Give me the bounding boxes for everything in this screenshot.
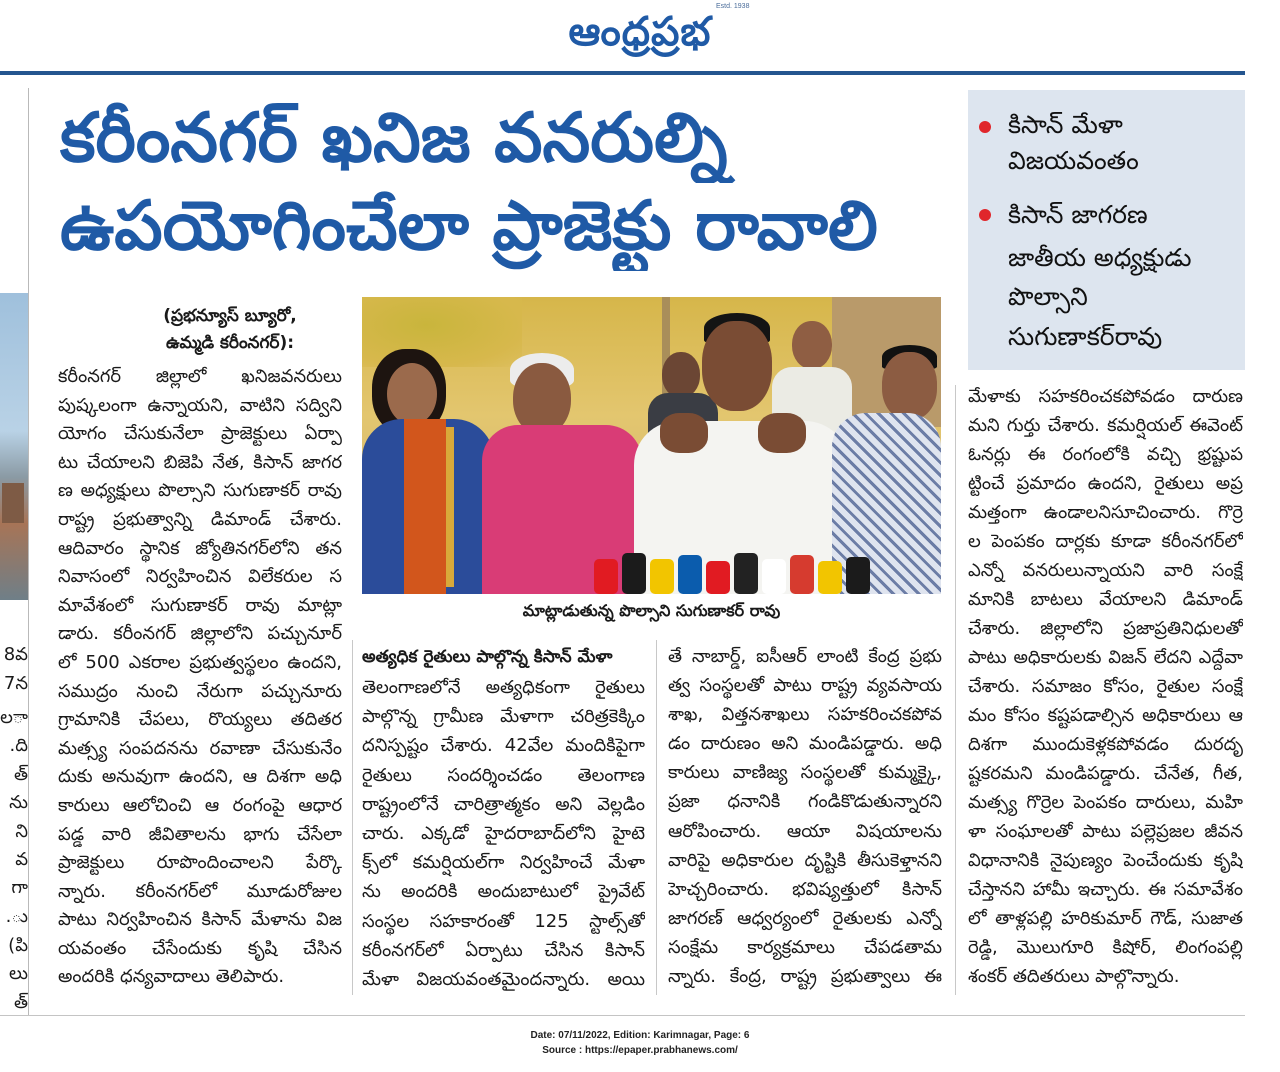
body-line: శంకర్ తదితరులు పాల్గొన్నారు.: [968, 966, 1180, 987]
highlight-line: విజయవంతం: [1008, 146, 1139, 175]
body-line: పాల్గొన్న గ్రామీణ మేళాగా చరిత్రకెక్కిం: [362, 706, 645, 728]
body-line: ట్టించే ప్రమాదం ఉందని, రైతులు అప్ర: [968, 473, 1243, 494]
body-line: సముద్రం నుంచి నేరుగా పచ్చునూరు: [58, 680, 342, 702]
article-column-2: [362, 673, 645, 994]
body-line: తే నాబార్డ్, ఐసీఆర్ లాంటి కేంద్ర ప్రభు: [668, 646, 942, 667]
article-column-3: [668, 642, 942, 991]
highlight-line: సుగుణాకర్‌రావు: [1008, 322, 1163, 351]
body-line: మేళాకు సహకరించకపోవడం దారుణ: [968, 386, 1243, 407]
body-line: త్వ సంస్థలతో పాటు రాష్ట్ర వ్యవసాయ: [668, 675, 942, 697]
saree-gold-border: [446, 427, 454, 587]
person-face: [387, 363, 437, 425]
body-line: దుకు అనువుగా ఉందని, ఆ దిశగా అధి: [58, 766, 342, 788]
body-line: విధానానికి నైపుణ్యం పెంచేందుకు కృషి: [968, 850, 1243, 871]
body-line: మావేశంలో సుగుణాకర్ రావు మాట్లా: [58, 594, 342, 616]
press-meet-photo: [362, 297, 941, 594]
newspaper-logo: ఆంధ్రప్రభ: [568, 8, 712, 55]
highlights-box: [968, 90, 1245, 370]
highlight-line: కిసాన్ జాగరణ: [1008, 200, 1148, 229]
body-line: చారు. ఎక్కడో హైదరాబాద్‌లోని హైటె: [362, 822, 645, 844]
person-face: [792, 321, 832, 369]
microphone-icon: [678, 555, 702, 594]
body-line: సంక్షేమ కార్యక్రమాలు చేపడతామ: [668, 936, 942, 958]
dateline-line: (ప్రభన్యూస్ బ్యూరో,: [163, 306, 297, 326]
body-line: ప్రాజెక్టులు రూపొందించాలని పేర్కొ: [58, 852, 342, 874]
body-line: రెడ్డి, మొలుగూరి కిషోర్, లింగంపల్లి: [968, 937, 1243, 958]
body-line: రైతులు సందర్శించడం తెలంగాణ: [362, 764, 645, 786]
body-line: మని గుర్తు చేశారు. కమర్షియల్ ఈవెంట్: [968, 415, 1243, 436]
body-line: కారులు ఆలోచించి ఆ రంగంపై ఆధార: [58, 794, 342, 816]
microphone-icon: [790, 555, 814, 594]
microphone-icon: [818, 561, 842, 594]
body-line: ప్రజా ధనానికి గండికొడుతున్నారని: [668, 791, 942, 813]
body-line: న్నారు. కరీంనగర్‌లో మూడురోజుల: [58, 880, 342, 902]
body-line: ఆరోపించారు. ఆయా విషయాలను: [668, 820, 942, 842]
column-rule: [352, 640, 353, 995]
body-line: డారు. కరీంనగర్ జిల్లాలోని పచ్చునూర్: [58, 623, 342, 645]
body-line: నివాసంలో నిర్వహించిన విలేకరుల స: [58, 566, 342, 588]
headline-line: ఉపయోగించేలా ప్రాజెక్టు రావాలి: [60, 187, 878, 266]
body-line: లో తాళ్లపల్లి హరికుమార్ గౌడ్, సుజాత: [968, 908, 1243, 929]
article-column-4: [968, 382, 1243, 991]
body-line: టు చేయాలని బిజెపి నేత, కిసాన్ జాగర: [58, 451, 342, 473]
body-line: ల పెంపకం దార్లకు కూడా కరీంనగర్‌లో: [968, 531, 1243, 552]
saree-border: [404, 419, 446, 594]
body-line: డం దారుణం అని మండిపడ్డారు. అధి: [668, 733, 942, 755]
body-line: లో 500 ఎకరాల ప్రభుత్వస్థలం ఉందని,: [58, 651, 342, 673]
body-line: ఎన్నో వనరులున్నాయని వారి సంక్షే: [968, 560, 1243, 581]
microphone-icon: [734, 553, 758, 594]
body-line: మత్తంగా ఉండాలనిసూచించారు. గొర్రె: [968, 502, 1243, 523]
body-line: యవంతం చేసేందుకు కృషి చేసిన: [58, 937, 342, 959]
subheading: అత్యధిక రైతులు పాల్గొన్న కిసాన్ మేళా: [362, 647, 613, 667]
body-line: కారులు వాణిజ్య సంస్థలతో కుమ్మక్కై,: [668, 762, 942, 784]
dateline-line: ఉమ్మడి కరీంనగర్):: [165, 333, 295, 353]
adjacent-text-fragment: ని: [15, 821, 28, 842]
adjacent-text-fragment: లు: [9, 963, 28, 984]
adjacent-text-fragment: ాల: [0, 707, 28, 728]
adjacent-text-fragment: ది.: [9, 735, 28, 756]
microphone-icon: [706, 561, 730, 594]
person-face: [662, 352, 700, 398]
epaper-footer: [0, 1028, 1280, 1058]
body-line: జాగరణ్ ఆధ్వర్యంలో రైతులకు ఎన్నో: [668, 907, 942, 929]
body-line: న్నారు. కేంద్ర, రాష్ట్ర ప్రభుత్వాలు ఈ: [668, 966, 942, 988]
body-line: రాష్ట్ర ప్రభుత్వాన్ని డిమాండ్ చేశారు.: [58, 508, 342, 530]
column-rule: [656, 640, 657, 995]
established-note: Estd. 1938: [716, 3, 750, 10]
masthead: [0, 0, 1280, 70]
body-line: సంస్థల సహకారంతో 125 స్టాల్స్‌తో: [362, 910, 645, 932]
body-line: ను అందరికి అందుబాటులో ప్రైవేట్: [362, 881, 645, 903]
masthead-rule: [0, 71, 1245, 75]
adjacent-article-photo: [0, 293, 28, 600]
column-rule: [955, 385, 956, 995]
speaker-face: [702, 321, 772, 411]
body-line: కరీంనగర్ జిల్లాలో ఖనిజవనరులు: [58, 366, 342, 387]
person-face: [882, 352, 937, 420]
body-line: తెలంగాణలోనే అత్యధికంగా రైతులు: [362, 677, 645, 698]
bullet-dot-icon: [979, 209, 991, 221]
body-line: మం కోసం కష్టపడాల్సిన అధికారులు ఆ: [968, 705, 1243, 726]
adjacent-text-fragment: త్: [13, 992, 28, 1013]
adjacent-text-fragment: వ: [15, 849, 28, 870]
clip-bottom-rule: [0, 1015, 1245, 1016]
body-line: చేస్తానని హామీ ఇచ్చారు. ఈ సమావేశం: [968, 879, 1243, 900]
microphone-icon: [622, 553, 646, 594]
body-line: గ్రామానికి చేపలు, రొయ్యలు తదితర: [58, 709, 342, 731]
adjacent-text-fragment: త్: [13, 764, 28, 785]
body-line: అందరికి ధన్యవాదాలు తెలిపారు.: [58, 966, 285, 988]
body-line: హెచ్చరించారు. భవిష్యత్తులో కిసాన్: [668, 878, 942, 900]
highlight-line: పొల్సాని: [1008, 282, 1088, 311]
body-line: రాష్ట్రంలోనే చారిత్రాత్మకం అని వెల్లడిం: [362, 793, 645, 815]
microphone-icon: [650, 559, 674, 594]
adjacent-text-fragment: పి): [8, 935, 28, 956]
adjacent-text-fragment: 7న: [3, 673, 28, 694]
body-line: కరీంనగర్‌లో ఏర్పాటు చేసిన కిసాన్: [362, 939, 645, 961]
body-line: ణ అధ్యక్షులు పొల్సాని సుగుణాకర్ రావు: [58, 480, 342, 502]
body-line: పాటు అధికారులకు విజన్ లేదని ఎద్దేవా: [968, 647, 1243, 668]
speaker-hand: [660, 413, 708, 453]
body-line: ష్టకరమని మండిపడ్డారు. చేనేత, గీత,: [968, 763, 1243, 784]
body-line: దనిస్పష్టం చేశారు. 42వేల మందికిపైగా: [362, 735, 645, 757]
body-line: మత్స్య గొర్రెల పెంపకం దారులు, మహి: [968, 792, 1243, 813]
headline-line: కరీంనగర్ ఖనిజ వనరుల్ని: [60, 99, 728, 178]
body-line: దిశగా ముందుకెళ్లకపోవడం దురదృ: [968, 734, 1243, 755]
bullet-dot-icon: [979, 121, 991, 133]
body-line: ఓనర్లు ఈ రంగంలోకి వచ్చి భ్రష్టుప: [968, 444, 1243, 465]
microphone-icon: [594, 559, 618, 594]
edition-info: Date: 07/11/2022, Edition: Karimnagar, Page: 6: [530, 1030, 750, 1041]
body-line: మానికి బాటలు వేయాలని డిమాండ్: [968, 589, 1243, 610]
dateline: [110, 303, 350, 357]
body-line: ళా సంఘాలతో పాటు పల్లెప్రజల జీవన: [968, 821, 1243, 842]
adjacent-text-fragment: గా: [11, 877, 28, 898]
body-line: పాటు నిర్వహించిన కిసాన్ మేళాను విజ: [58, 909, 342, 931]
adjacent-article-strip: [0, 88, 29, 1016]
person-kurta: [482, 425, 642, 594]
speaker-hand: [758, 413, 806, 453]
adjacent-text-fragment: 8వ: [3, 644, 28, 665]
body-line: చేశారు. జిల్లాలోని ప్రజాప్రతినిధులతో: [968, 618, 1243, 639]
photo-caption: మాట్లాడుతున్న పొల్సాని సుగుణాకర్ రావు: [522, 601, 781, 620]
body-line: చేశారు. సమాజం కోసం, రైతుల సంక్షే: [968, 676, 1243, 697]
body-line: మేళా విజయవంతమైందన్నారు. అయి: [362, 968, 645, 990]
microphone-icon: [846, 557, 870, 594]
highlight-line: కిసాన్ మేళా: [1008, 110, 1123, 139]
body-line: క్స్‌లో కమర్షియల్‌గా నిర్వహించే మేళా: [362, 852, 645, 874]
body-line: శాఖ, విత్తనశాఖలు సహకరించకపోవ: [668, 704, 942, 726]
article-column-1: [58, 363, 342, 992]
adjacent-text-fragment: ను: [9, 792, 28, 813]
body-line: యోగం చేసుకునేలా ప్రాజెక్టులు ఏర్పా: [58, 423, 342, 445]
body-line: ఆదివారం స్థానిక జ్యోతినగర్‌లోని తన: [58, 537, 342, 559]
adjacent-text-fragment: ు.: [5, 906, 28, 927]
highlight-line: జాతీయ అధ్యక్షుడు: [1008, 243, 1192, 272]
article-headline: [60, 95, 950, 277]
microphone-icon: [762, 559, 786, 594]
building-shape: [2, 483, 24, 523]
body-line: మత్స్య సంపదనను రవాణా చేసుకునేం: [58, 737, 342, 759]
body-line: పుష్కలంగా ఉన్నాయని, వాటిని సద్విని: [58, 394, 342, 416]
body-line: పడ్డ వారి జీవితాలను భాగు చేసేలా: [58, 823, 342, 845]
source-info: Source : https://epaper.prabhanews.com/: [542, 1045, 738, 1056]
body-line: వారిపై అధికారుల దృష్టికి తీసుకెళ్తానని: [668, 849, 942, 871]
